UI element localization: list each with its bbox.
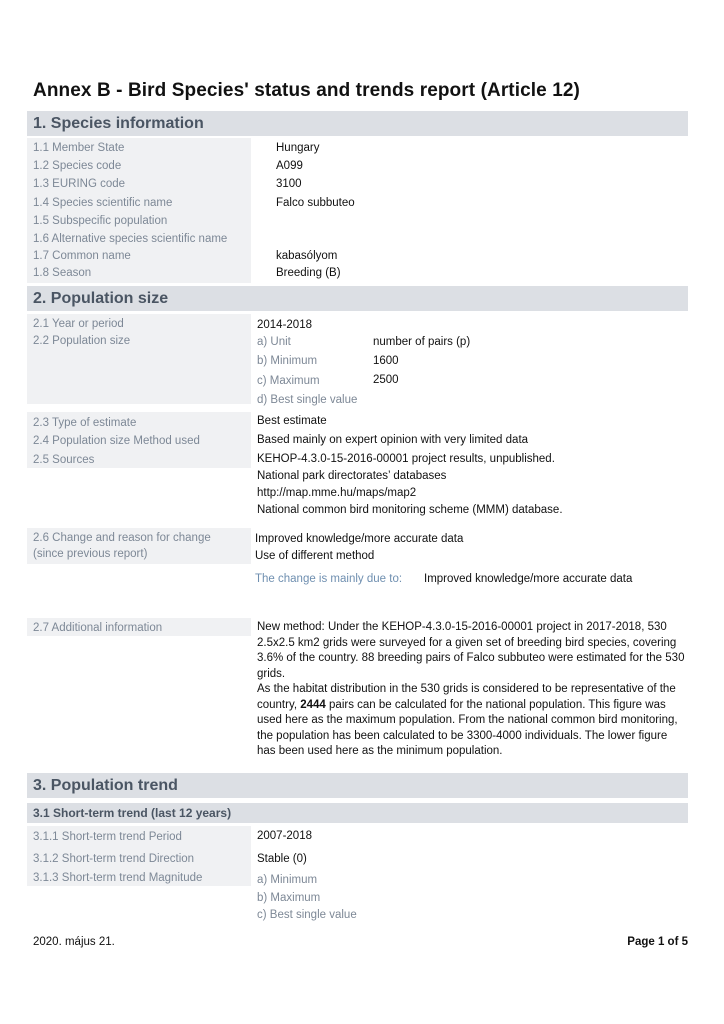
mainly-due-value: Improved knowledge/more accurate data [424,573,633,585]
species-code-value: A099 [276,160,303,172]
type-of-estimate-label: 2.3 Type of estimate [33,417,137,429]
additional-info-paragraph: New method: Under the KEHOP-4.3.0-15-2016-00001 project in 2017-2018, 530 2.5x2.5 km2 grids were surveyed for a given set of breeding bird species, covering 3.6% of the country. 88 breeding pairs of Falco subbuteo were estimated for the 530 grids. [257,621,685,680]
maximum-value: 2500 [373,374,399,386]
trend-best-value-label: c) Best single value [257,909,357,921]
section-population-trend: 3. Population trend [27,773,688,798]
source-line: http://map.mme.hu/maps/map2 [257,487,417,499]
common-name-label: 1.7 Common name [33,250,131,262]
population-size-label: 2.2 Population size [33,335,131,347]
year-period-label: 2.1 Year or period [33,318,124,330]
mainly-due-label: The change is mainly due to: [255,573,403,585]
method-used-label: 2.4 Population size Method used [33,435,200,447]
trend-direction-label: 3.1.2 Short-term trend Direction [33,853,195,865]
section-species-information: 1. Species information [27,111,688,136]
unit-value: number of pairs (p) [373,336,471,348]
minimum-label: b) Minimum [257,355,318,367]
alternative-name-label: 1.6 Alternative species scientific name [33,233,228,245]
euring-code-value: 3100 [276,178,302,190]
change-reason-value: Improved knowledge/more accurate data [255,533,464,545]
trend-minimum-label: a) Minimum [257,874,318,886]
year-period-value: 2014-2018 [257,319,312,331]
common-name-value: kabasólyom [276,250,338,262]
page-title: Annex B - Bird Species' status and trends report (Article 12) [33,80,580,101]
maximum-label: c) Maximum [257,375,320,387]
season-value: Breeding (B) [276,267,341,279]
trend-magnitude-label: 3.1.3 Short-term trend Magnitude [33,872,203,884]
source-line: National park directorates’ databases [257,470,447,482]
trend-direction-value: Stable (0) [257,853,307,865]
source-line: National common bird monitoring scheme (MMM) database. [257,504,563,516]
additional-info-paragraph: As the habitat distribution in the 530 grids is considered to be representative of the country, 2444 pairs can be calculated for the national population. This figure was used here as the maximum population. From the national common bird monitoring, the population has been calculated to be 3300-4000 individuals. The lower figure has been used here as the minimum population. [257,683,678,757]
species-code-label: 1.2 Species code [33,160,122,172]
additional-info-label: 2.7 Additional information [33,622,163,634]
member-state-value: Hungary [276,142,320,154]
type-of-estimate-value: Best estimate [257,415,327,427]
euring-code-label: 1.3 EURING code [33,178,126,190]
scientific-name-value: Falco subbuteo [276,197,355,209]
sources-label: 2.5 Sources [33,454,95,466]
page-number: Page 1 of 5 [627,936,688,948]
additional-info-text [257,620,687,760]
section-population-size: 2. Population size [27,286,688,311]
method-used-value: Based mainly on expert opinion with very limited data [257,434,529,446]
subspecific-population-label: 1.5 Subspecific population [33,215,168,227]
change-reason-value: Use of different method [255,550,375,562]
member-state-label: 1.1 Member State [33,142,125,154]
change-reason-label: 2.6 Change and reason for change [33,532,211,544]
best-single-value-label: d) Best single value [257,394,358,406]
trend-maximum-label: b) Maximum [257,892,321,904]
season-label: 1.8 Season [33,267,92,279]
footer-date: 2020. május 21. [33,936,115,948]
source-line: KEHOP-4.3.0-15-2016-00001 project results, unpublished. [257,453,555,465]
trend-period-label: 3.1.1 Short-term trend Period [33,831,182,843]
scientific-name-label: 1.4 Species scientific name [33,197,173,209]
unit-label: a) Unit [257,336,291,348]
change-reason-label-2: (since previous report) [33,548,148,560]
trend-period-value: 2007-2018 [257,830,312,842]
minimum-value: 1600 [373,355,399,367]
short-term-trend-header: 3.1 Short-term trend (last 12 years) [27,803,688,823]
